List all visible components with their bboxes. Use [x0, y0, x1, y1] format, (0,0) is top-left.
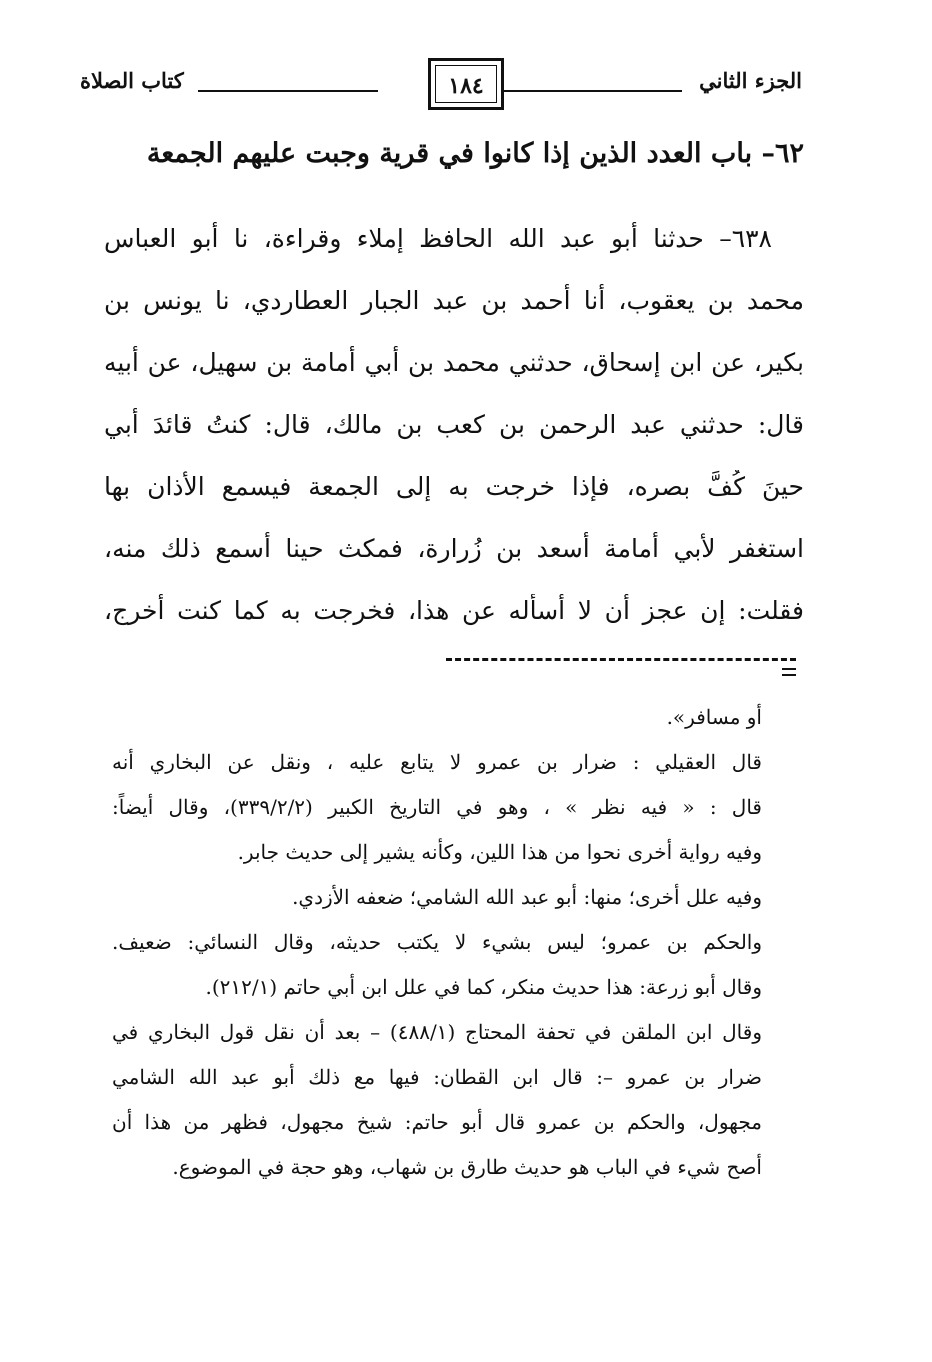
main-text — [104, 222, 804, 656]
chapter-title: ٦٢– باب العدد الذين إذا كانوا في قرية وجبت عليهم الجمعة — [146, 138, 804, 169]
footnote-line: وفيه علل أخرى؛ منها: أبو عبد الله الشامي؛ ضعفه الأزدي. — [292, 885, 762, 909]
footnote-line: ضرار بن عمرو –: قال ابن القطان: فيها مع ذلك أبو عبد الله الشامي — [112, 1065, 762, 1089]
header-rule-right — [502, 90, 682, 92]
main-text-line: محمد بن يعقوب، أنا أحمد بن عبد الجبار العطاردي، نا يونس بن — [104, 286, 804, 315]
footnote-line: مجهول، والحكم بن عمرو قال أبو حاتم: شيخ مجهول، فظهر من هذا أن — [112, 1110, 762, 1134]
main-text-line: ٦٣٨– حدثنا أبو عبد الله الحافظ إملاء وقراءة، نا أبو العباس — [104, 224, 772, 253]
main-text-line: استغفر لأبي أمامة أسعد بن زُرارة، فمكث حينا أسمع ذلك منه، — [104, 534, 804, 563]
footnote-line: وقال ابن الملقن في تحفة المحتاج (٤٨٨/١) – بعد أن نقل قول البخاري في — [112, 1020, 762, 1044]
main-text-line: بكير، عن ابن إسحاق، حدثني محمد بن أبي أمامة بن سهيل، عن أبيه — [104, 348, 804, 377]
footnote-line: وفيه رواية أخرى نحوا من هذا اللين، وكأنه يشير إلى حديث جابر. — [237, 840, 762, 864]
footnote-line: أو مسافر». — [666, 705, 762, 729]
footnote-line: قال العقيلي : ضرار بن عمرو لا يتابع عليه ، ونقل عن البخاري أنه — [112, 750, 762, 774]
running-header-book: كتاب الصلاة — [80, 68, 184, 93]
footnote-line: وقال أبو زرعة: هذا حديث منكر، كما في علل ابن أبي حاتم (٢١٢/١). — [205, 975, 762, 999]
page-number-box — [428, 58, 504, 110]
running-header — [80, 58, 802, 110]
footnote-continuation-mark — [782, 668, 796, 676]
header-rule-left — [198, 90, 378, 92]
footnotes — [112, 700, 762, 1195]
footnote-line: أصح شيء في الباب هو حديث طارق بن شهاب، وهو حجة في الموضوع. — [172, 1155, 762, 1179]
main-text-line: قال: حدثني عبد الرحمن بن كعب بن مالك، قال: كنتُ قائدَ أبي — [104, 410, 804, 439]
page-number: ١٨٤ — [448, 73, 484, 99]
footnote-line: والحكم بن عمرو؛ ليس بشيء لا يكتب حديثه، وقال النسائي: ضعيف. — [112, 930, 762, 954]
main-text-line: حينَ كُفَّ بصره، فإذا خرجت به إلى الجمعة فيسمع الأذان بها — [104, 472, 804, 501]
footnote-line: قال : « فيه نظر » ، وهو في التاريخ الكبير (٣٣٩/٢/٢)، وقال أيضاً: — [112, 795, 762, 819]
running-header-part: الجزء الثاني — [699, 68, 802, 93]
footnote-separator — [446, 658, 796, 661]
main-text-line: فقلت: إن عجز أن لا أسأله عن هذا، فخرجت به كما كنت أخرج، — [104, 596, 804, 625]
